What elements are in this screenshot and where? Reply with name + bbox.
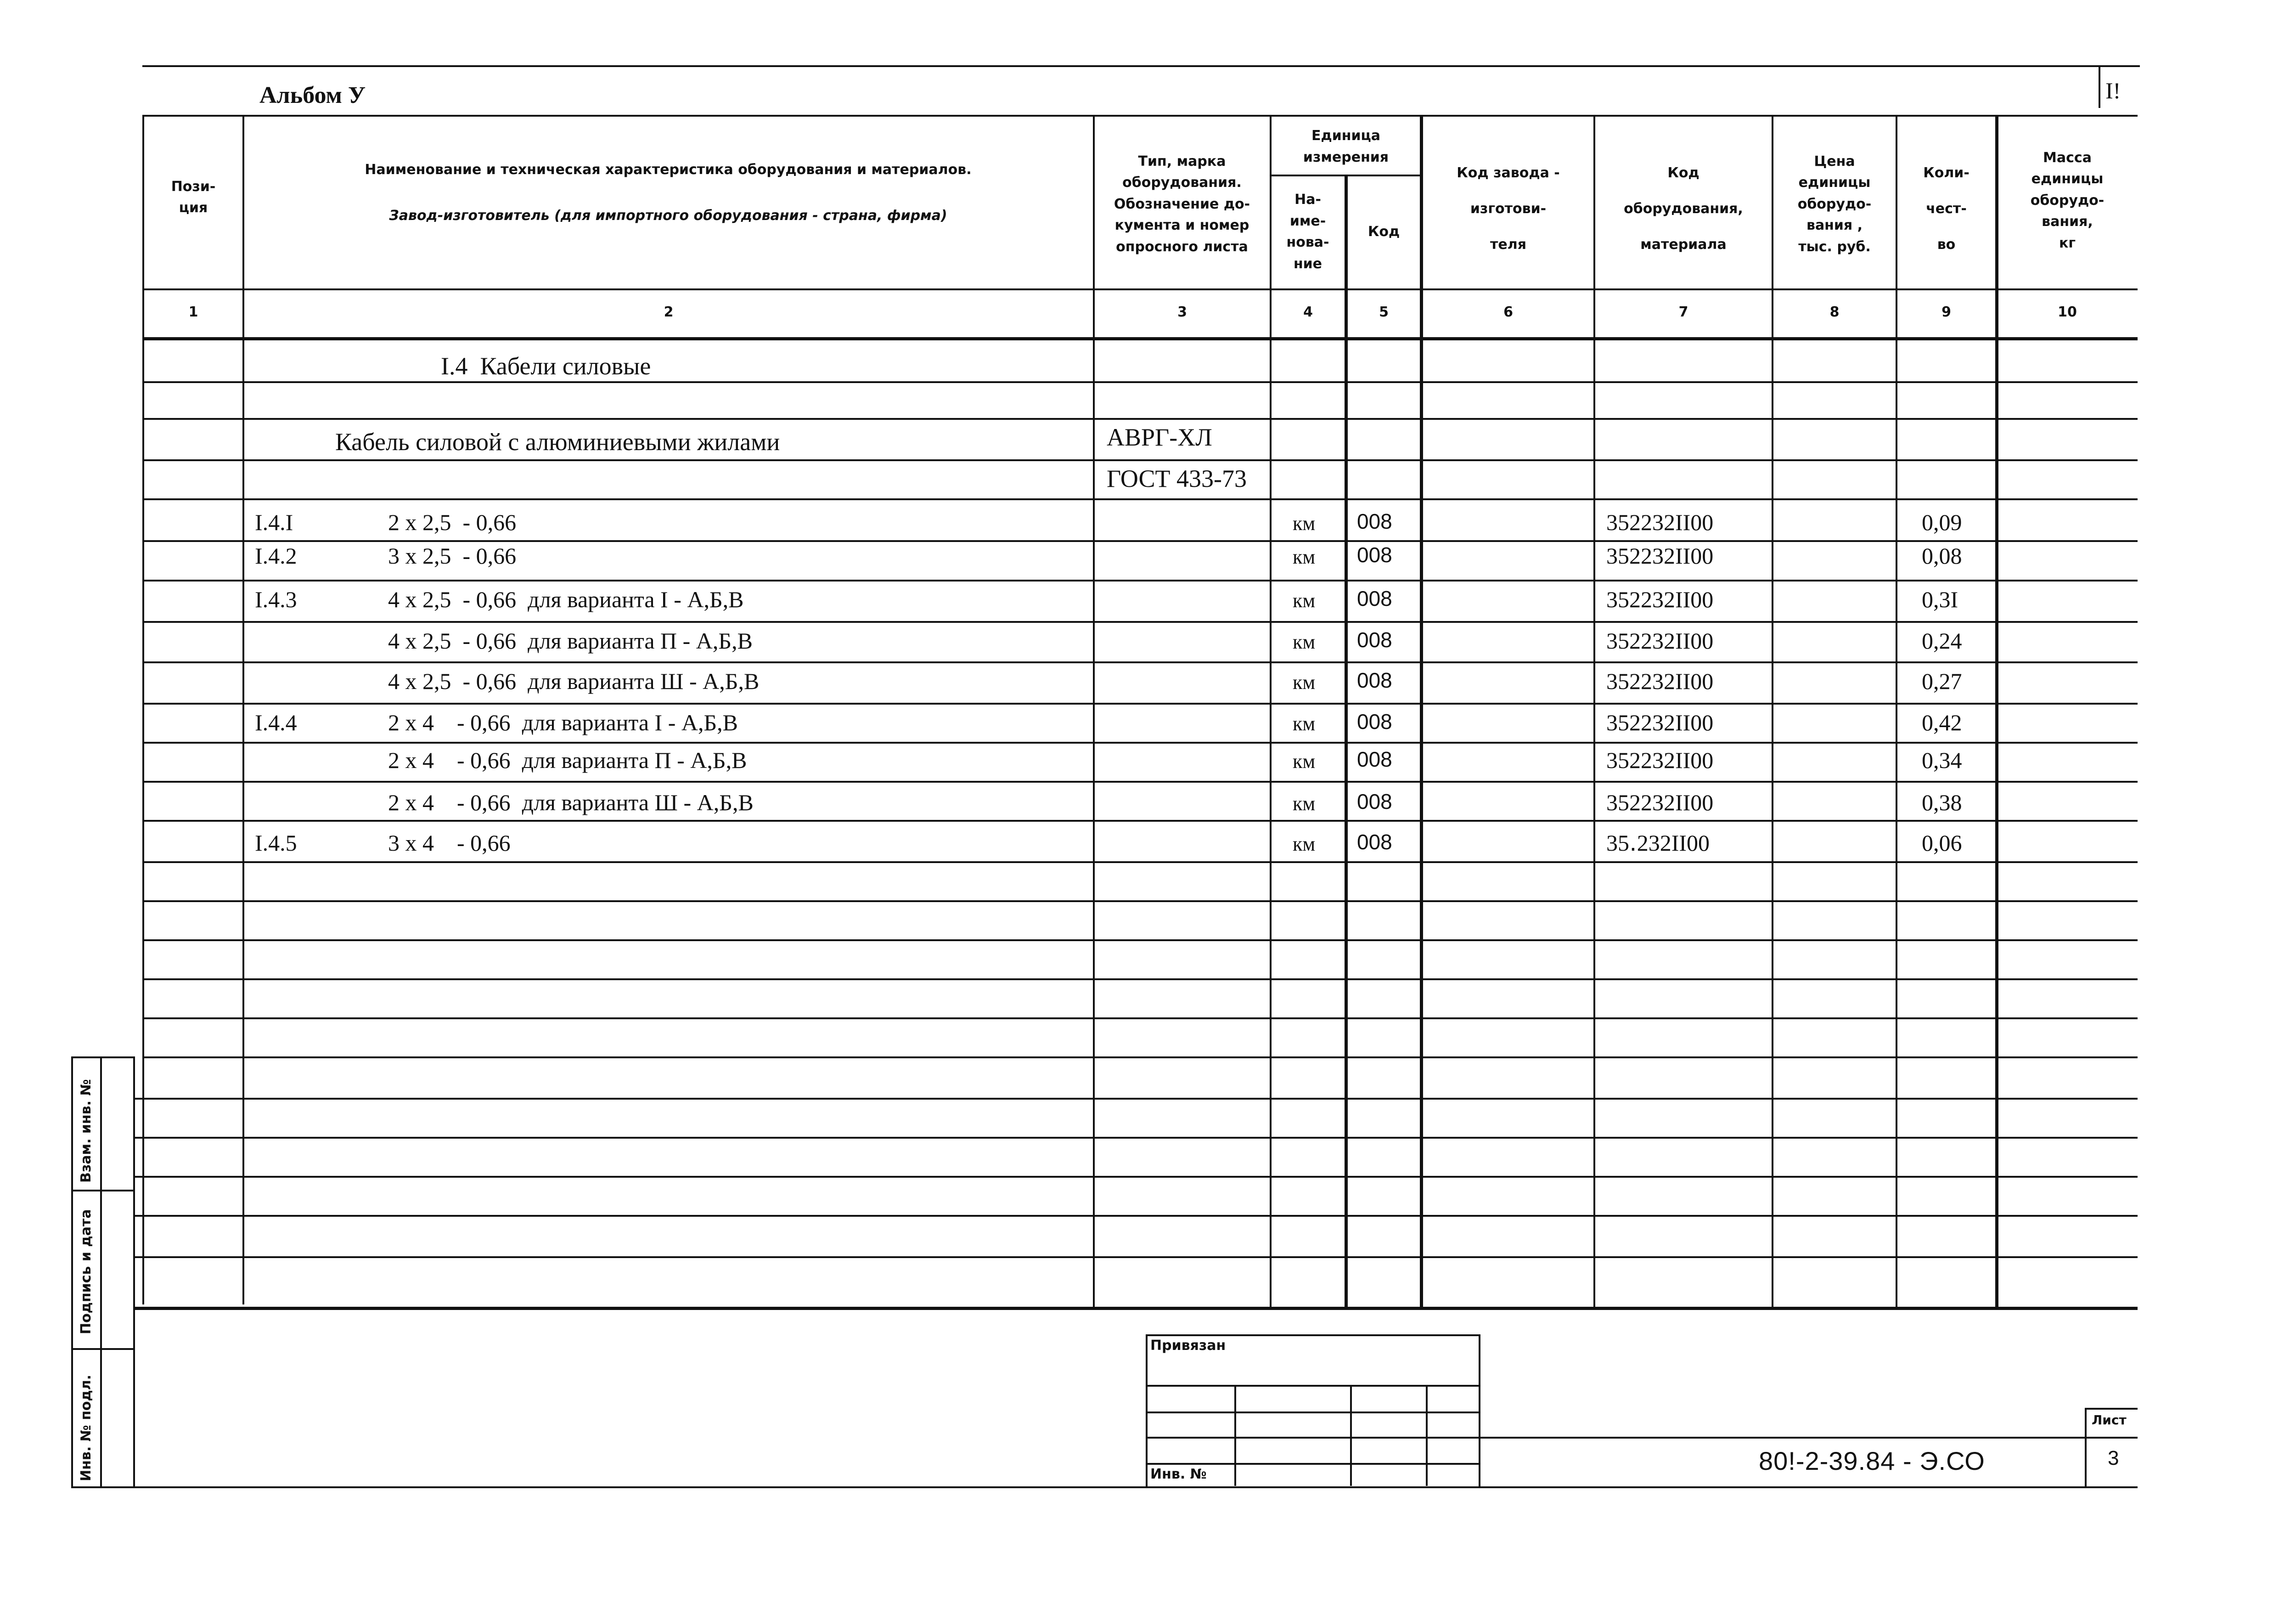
row-equipment-code: 352232II00 (1606, 543, 1714, 569)
header-bottom (142, 288, 2138, 290)
colnum-3: 3 (1177, 304, 1187, 320)
list-box-top (2085, 1408, 2138, 1410)
row-equipment-code: 352232II00 (1606, 747, 1714, 773)
stamp-inv-no: Инв. № (1150, 1466, 1207, 1482)
album-label: Альбом У (259, 82, 366, 108)
sidebar-right-border (133, 1056, 135, 1488)
row-line (142, 540, 2138, 542)
page-corner: I! (2105, 78, 2121, 103)
row-line (133, 1137, 2138, 1139)
header-col2-line2: Завод-изготовитель (для импортного оборудования - страна, фирма) (389, 207, 947, 224)
row-quantity: 0,09 (1922, 509, 1962, 535)
stamp-row-2 (1146, 1411, 1480, 1413)
header-col7: Код оборудования, материала (1624, 165, 1743, 253)
stamp-row-4 (1146, 1463, 1480, 1465)
row-line (142, 621, 2138, 623)
row-name: 4 x 2,5 - 0,66 для варианта I - А,Б,В (388, 587, 744, 612)
row-line (142, 580, 2138, 581)
row-line (142, 418, 2138, 420)
row-quantity: 0,42 (1922, 710, 1962, 735)
stamp-document-code: 80!-2-39.84 - Э.СО (1759, 1446, 1985, 1475)
row-quantity: 0,3I (1922, 587, 1958, 612)
row-unit-code: 008 (1357, 543, 1392, 567)
row-equipment-code: 352232II00 (1606, 668, 1714, 694)
stamp-col-1 (1234, 1385, 1236, 1486)
row-unit: км (1293, 512, 1316, 535)
row-name: 4 x 2,5 - 0,66 для варианта П - А,Б,В (388, 628, 753, 654)
row-equipment-code: 352232II00 (1606, 628, 1714, 654)
row-line (142, 459, 2138, 461)
row-unit: км (1293, 833, 1316, 855)
row-unit-code: 008 (1357, 790, 1392, 813)
colnum-4: 4 (1303, 304, 1313, 320)
cable-type: АВРГ-ХЛ (1107, 423, 1212, 451)
row-unit: км (1293, 712, 1316, 735)
row-name: 2 x 4 - 0,66 для варианта П - А,Б,В (388, 747, 747, 773)
row-name: 3 x 2,5 - 0,66 (388, 543, 517, 569)
stamp-top (1146, 1334, 1480, 1336)
row-unit-code: 008 (1357, 509, 1392, 533)
row-quantity: 0,38 (1922, 790, 1962, 815)
stamp-privyazan: Привязан (1150, 1338, 1226, 1354)
cable-gost: ГОСТ 433-73 (1107, 465, 1247, 492)
stamp-row-1 (1146, 1385, 1480, 1387)
vline-1 (242, 115, 244, 1304)
section-title: I.4 Кабели силовые (441, 352, 651, 380)
list-box-left (2085, 1408, 2087, 1488)
stamp-col-3 (1426, 1385, 1428, 1486)
row-unit-code: 008 (1357, 747, 1392, 771)
header-col2-line1: Наименование и техническая характеристика оборудования и материалов. (365, 161, 972, 178)
vline-5 (1420, 115, 1423, 1309)
row-line (133, 1176, 2138, 1178)
row-line (142, 978, 2138, 980)
row-unit: км (1293, 631, 1316, 653)
header-col1: Пози- ция (171, 178, 216, 216)
row-line (142, 900, 2138, 902)
sidebar-divider-1 (71, 1190, 133, 1191)
row-unit-code: 008 (1357, 710, 1392, 734)
numbers-bottom (142, 337, 2138, 340)
row-position: I.4.I (255, 509, 293, 535)
sidebar-divider-2 (71, 1348, 133, 1350)
row-quantity: 0,24 (1922, 628, 1962, 654)
vline-3 (1270, 115, 1272, 1309)
row-unit: км (1293, 671, 1316, 694)
header-col5: Код (1367, 223, 1400, 240)
table-bottom (133, 1307, 2138, 1310)
colnum-9: 9 (1941, 304, 1951, 320)
header-col10: Масса единицы оборудо- вания, кг (2030, 149, 2105, 251)
row-line (142, 939, 2138, 941)
cable-title: Кабель силовой с алюминиевыми жилами (335, 428, 780, 456)
row-position: I.4.4 (255, 710, 297, 735)
header-col3: Тип, марка оборудования. Обозначение до- кумента и номер опросного листа (1114, 153, 1250, 255)
row-position: I.4.2 (255, 543, 297, 569)
row-quantity: 0,06 (1922, 830, 1962, 856)
row-unit-code: 008 (1357, 668, 1392, 692)
row-quantity: 0,27 (1922, 668, 1962, 694)
row-line (142, 703, 2138, 705)
vline-9 (1995, 115, 1998, 1309)
sidebar-podpis-data: Подпись и дата (78, 1209, 94, 1334)
row-line (142, 820, 2138, 822)
sidebar-left-border (71, 1056, 73, 1488)
row-name: 2 x 4 - 0,66 для варианта I - А,Б,В (388, 710, 738, 735)
row-line (142, 661, 2138, 663)
row-line (142, 1017, 2138, 1019)
row-unit-code: 008 (1357, 587, 1392, 610)
header-col8: Цена единицы оборудо- вания , тыс. руб. (1797, 153, 1872, 255)
colnum-1: 1 (188, 304, 198, 320)
row-equipment-code: 352232II00 (1606, 710, 1714, 735)
colnum-5: 5 (1379, 304, 1389, 320)
row-unit-code: 008 (1357, 830, 1392, 854)
unit-group-divider (1270, 175, 1421, 176)
row-quantity: 0,08 (1922, 543, 1962, 569)
row-unit: км (1293, 589, 1316, 612)
vline-6 (1593, 115, 1595, 1309)
stamp-row-3 (1146, 1437, 2138, 1439)
header-col9: Коли- чест- во (1923, 165, 1970, 253)
sidebar-vzam-inv: Взам. инв. № (78, 1079, 94, 1183)
row-line (142, 742, 2138, 744)
sidebar-inv-podl: Инв. № подл. (78, 1374, 94, 1481)
row-line (142, 498, 2138, 500)
sidebar-top (71, 1056, 133, 1058)
header-unit-group: Единица измерения (1303, 128, 1389, 165)
corner-divider (2099, 67, 2100, 108)
row-line (142, 381, 2138, 383)
row-equipment-code: 352232II00 (1606, 509, 1714, 535)
row-line (142, 861, 2138, 863)
row-name: 2 x 2,5 - 0,66 (388, 509, 517, 535)
header-col4: На- име- нова- ние (1286, 192, 1329, 272)
colnum-10: 10 (2058, 304, 2077, 320)
row-quantity: 0,34 (1922, 747, 1962, 773)
top-border (142, 65, 2140, 67)
row-position: I.4.5 (255, 830, 297, 856)
vline-2 (1093, 115, 1095, 1309)
row-unit: км (1293, 792, 1316, 815)
row-equipment-code: 352232II00 (1606, 790, 1714, 815)
table-top (142, 115, 2138, 117)
vline-0 (142, 115, 144, 1304)
stamp-list-label: Лист (2092, 1412, 2127, 1428)
row-name: 4 x 2,5 - 0,66 для варианта Ш - А,Б,В (388, 668, 760, 694)
stamp-sheet-number: 3 (2108, 1447, 2119, 1469)
colnum-6: 6 (1503, 304, 1513, 320)
row-position: I.4.3 (255, 587, 297, 612)
row-line (133, 1256, 2138, 1258)
row-name: 2 x 4 - 0,66 для варианта Ш - А,Б,В (388, 790, 754, 815)
vline-8 (1896, 115, 1897, 1309)
header-col6: Код завода - изготови- теля (1457, 165, 1560, 253)
row-equipment-code: 352232II00 (1606, 587, 1714, 612)
row-unit-code: 008 (1357, 628, 1392, 652)
vline-7 (1772, 115, 1773, 1309)
sidebar-mid-border (100, 1056, 102, 1488)
colnum-7: 7 (1678, 304, 1688, 320)
stamp-col-2 (1350, 1385, 1352, 1486)
colnum-2: 2 (664, 304, 674, 320)
row-unit: км (1293, 546, 1316, 568)
colnum-8: 8 (1829, 304, 1840, 320)
row-equipment-code: 35․232II00 (1606, 830, 1710, 856)
list-box-mid (2085, 1437, 2138, 1439)
row-unit: км (1293, 750, 1316, 773)
sidebar-bottom (71, 1486, 2138, 1488)
row-line (133, 1215, 2138, 1217)
row-name: 3 x 4 - 0,66 (388, 830, 511, 856)
row-line (142, 781, 2138, 783)
row-line (133, 1098, 2138, 1100)
row-line (142, 1056, 2138, 1058)
